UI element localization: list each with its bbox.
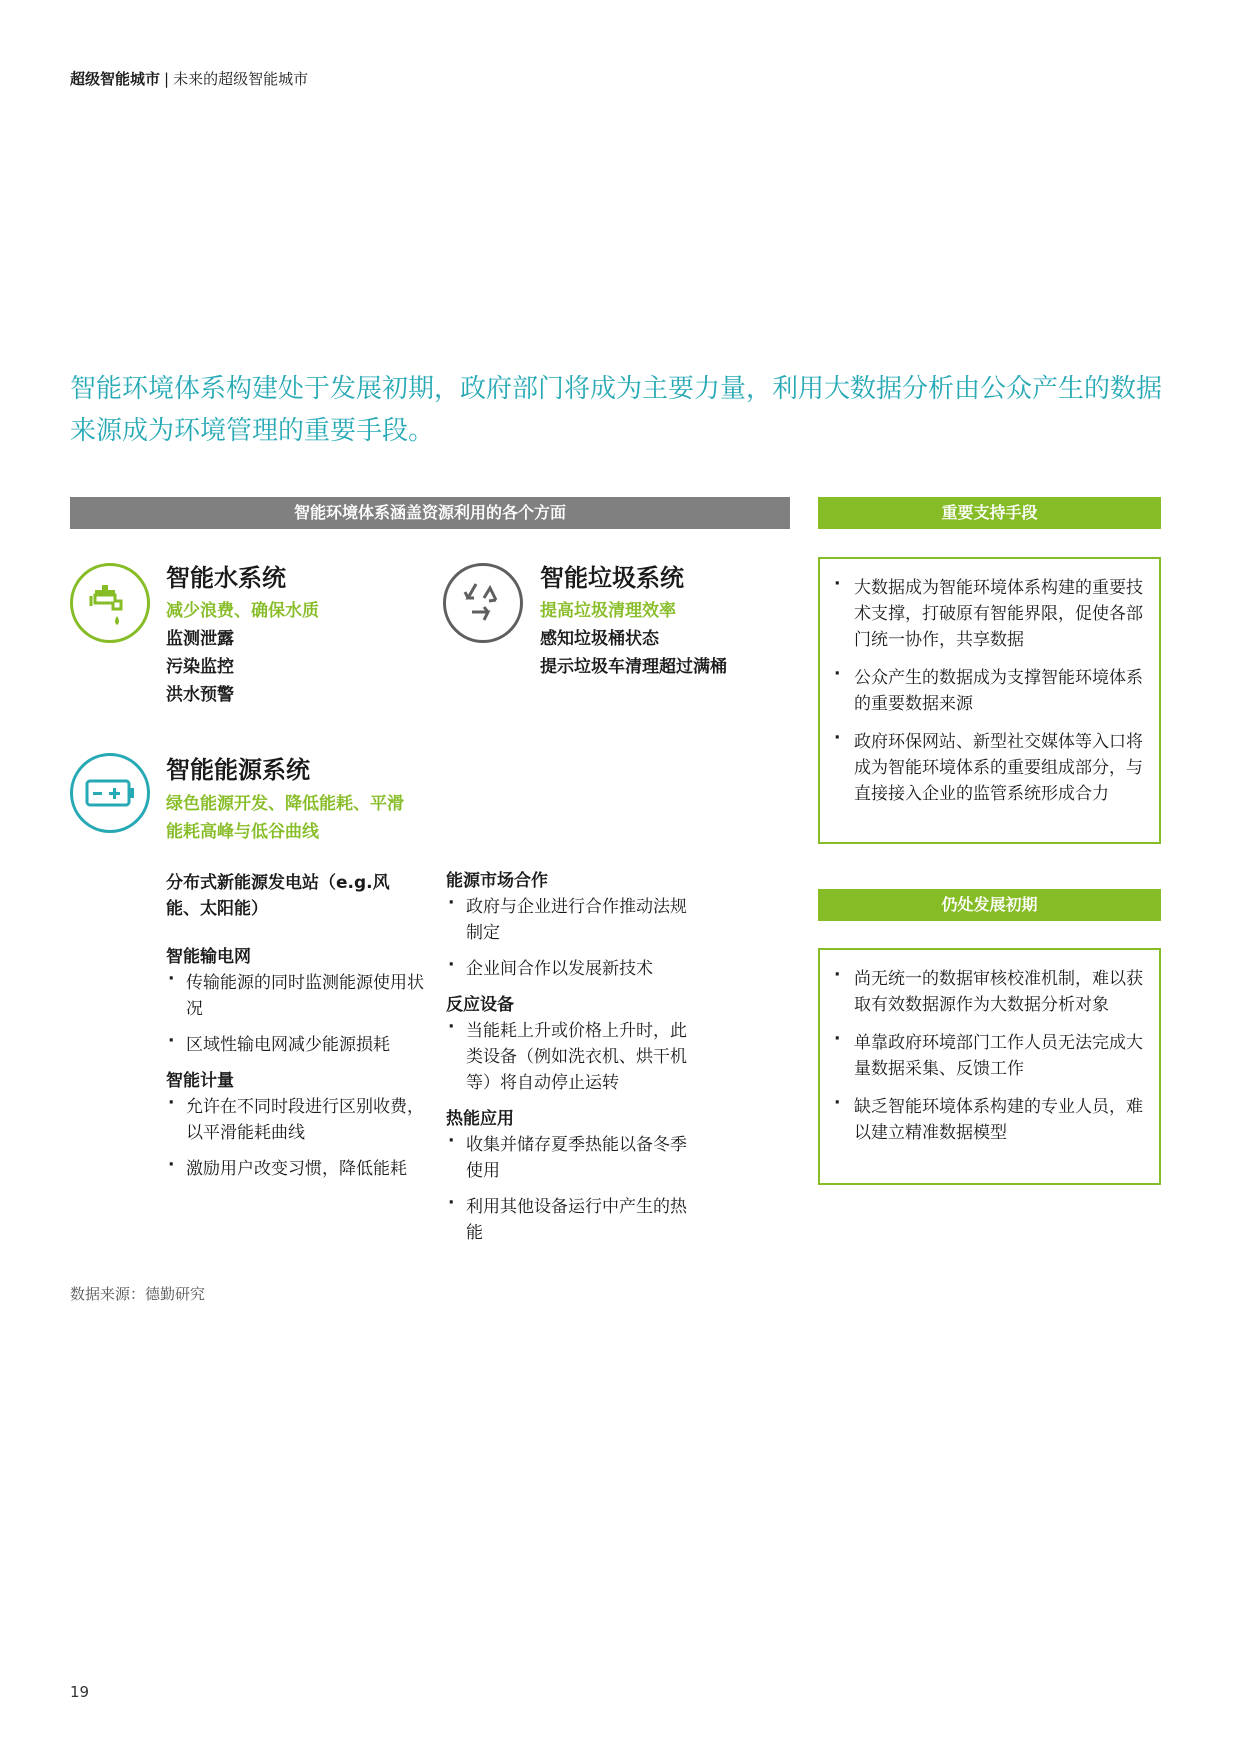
- early-stage-box: [818, 948, 1161, 1185]
- smart-meter-heading: 智能计量: [166, 1071, 234, 1091]
- waste-system-item: 提示垃圾车清理超过满桶: [540, 657, 727, 677]
- responsive-device-heading: 反应设备: [446, 995, 514, 1015]
- new-energy-plant-heading: [166, 870, 426, 922]
- energy-market-list: [446, 894, 696, 982]
- energy-market-heading: 能源市场合作: [446, 871, 548, 891]
- list-item: · 收集并储存夏季热能以备冬季使用: [446, 1132, 696, 1184]
- list-item: · 大数据成为智能环境体系构建的重要技术支撑，打破原有智能界限，促使各部门统一协作，共享数据: [832, 575, 1145, 653]
- heat-application-list: [446, 1132, 696, 1246]
- battery-icon: [70, 753, 150, 833]
- header-separator: |: [164, 70, 170, 88]
- water-system-goal: 减少浪费、确保水质: [166, 601, 319, 621]
- smart-grid-heading: 智能输电网: [166, 947, 251, 967]
- list-item: · 允许在不同时段进行区别收费，以平滑能耗曲线: [166, 1094, 426, 1146]
- header-title: 超级智能城市: [70, 70, 161, 88]
- support-list: [832, 575, 1145, 807]
- water-system-item: 监测泄露: [166, 629, 234, 649]
- list-item: · 区域性输电网减少能源损耗: [166, 1032, 426, 1058]
- responsive-device-list: [446, 1018, 696, 1096]
- energy-system-goal: [166, 790, 404, 846]
- waste-system-item: 感知垃圾桶状态: [540, 629, 659, 649]
- plant-line: 分布式新能源发电站（e.g.风: [166, 873, 390, 893]
- list-item: · 缺乏智能环境体系构建的专业人员，难以建立精准数据模型: [832, 1094, 1145, 1146]
- waste-system-goal: 提高垃圾清理效率: [540, 601, 676, 621]
- list-item: · 企业间合作以发展新技术: [446, 956, 696, 982]
- waste-system-details: [540, 597, 727, 681]
- list-item: · 利用其他设备运行中产生的热能: [446, 1194, 696, 1246]
- list-item: · 激励用户改变习惯，降低能耗: [166, 1156, 426, 1182]
- water-system-title: 智能水系统: [166, 564, 286, 592]
- list-item: · 传输能源的同时监测能源使用状况: [166, 970, 426, 1022]
- smart-meter-list: [166, 1094, 426, 1182]
- list-item: · 政府环保网站、新型社交媒体等入口将成为智能环境体系的重要组成部分，与直接接入企业的监管系统形成合力: [832, 729, 1145, 807]
- energy-column-2: [446, 868, 696, 1256]
- early-stage-bar: 仍处发展初期: [818, 889, 1161, 921]
- heat-application-heading: 热能应用: [446, 1109, 514, 1129]
- energy-column-1: [166, 870, 426, 1192]
- smart-grid-list: [166, 970, 426, 1058]
- energy-system-title: 智能能源系统: [166, 756, 310, 784]
- header-subtitle: 未来的超级智能城市: [173, 70, 309, 88]
- page-number: 19: [70, 1683, 90, 1701]
- water-system-item: 洪水预警: [166, 685, 234, 705]
- headline: 智能环境体系构建处于发展初期，政府部门将成为主要力量，利用大数据分析由公众产生的数据来源成为环境管理的重要手段。: [70, 374, 1163, 446]
- water-system-item: 污染监控: [166, 657, 234, 677]
- data-source-note: 数据来源：德勤研究: [70, 1285, 206, 1303]
- left-section-bar: 智能环境体系涵盖资源利用的各个方面: [70, 497, 790, 529]
- running-header: [70, 68, 308, 89]
- water-system-details: [166, 597, 319, 709]
- recycle-icon: [443, 563, 523, 643]
- water-tap-icon: [70, 563, 150, 643]
- list-item: · 单靠政府环境部门工作人员无法完成大量数据采集、反馈工作: [832, 1030, 1145, 1082]
- plant-line: 能、太阳能）: [166, 899, 268, 919]
- energy-goal-line: 绿色能源开发、降低能耗、平滑: [166, 794, 404, 814]
- support-box: [818, 557, 1161, 844]
- list-item: · 当能耗上升或价格上升时，此类设备（例如洗衣机、烘干机等）将自动停止运转: [446, 1018, 696, 1096]
- list-item: · 政府与企业进行合作推动法规制定: [446, 894, 696, 946]
- list-item: · 尚无统一的数据审核校准机制，难以获取有效数据源作为大数据分析对象: [832, 966, 1145, 1018]
- support-bar: 重要支持手段: [818, 497, 1161, 529]
- list-item: · 公众产生的数据成为支撑智能环境体系的重要数据来源: [832, 665, 1145, 717]
- early-stage-list: [832, 966, 1145, 1146]
- waste-system-title: 智能垃圾系统: [540, 564, 684, 592]
- energy-goal-line: 能耗高峰与低谷曲线: [166, 822, 319, 842]
